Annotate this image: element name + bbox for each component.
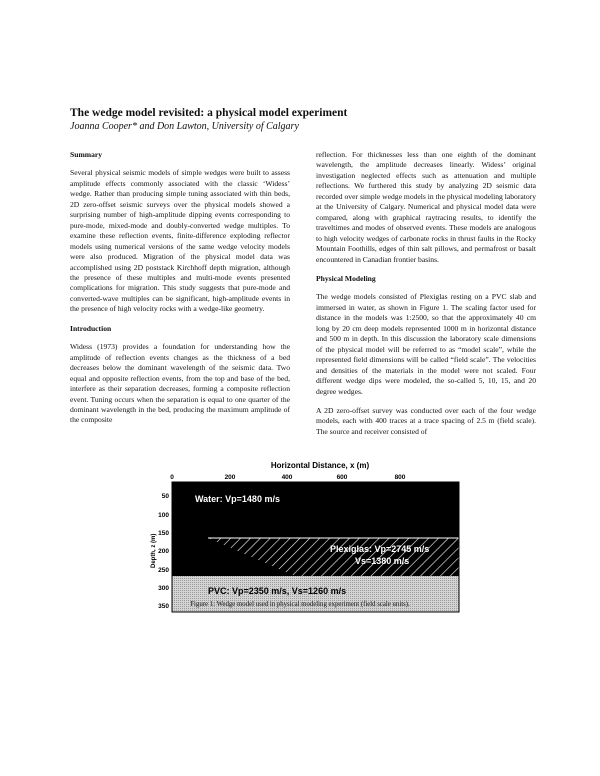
- x-axis-ticks: [170, 474, 406, 481]
- paper-authors: Joanna Cooper* and Don Lawton, University of Calgary: [70, 121, 299, 132]
- plexiglas-label: Plexiglas: Vp=2745 m/s: [330, 544, 430, 554]
- x-tick: 0: [170, 474, 174, 481]
- paragraph: reflection. For thicknesses less than one eighth of the dominant wavelength, the amplitude decreases linearly. Widess’ original investigation neglected effects such as attenuation and multiple reflections. We furthered this study by analyzing 2D seismic data recorded over simple wedge models in the physical modeling laboratory at the University of Calgary. Numerical and physical model data were compared, along with graphical raytracing results, to identify the traveltimes and modes of observed events. These models are analogous to high velocity wedges of carbonate rocks in thrust faults in the Rocky Mountain Foothills, edges of thin salt pillows, and permafrost or basalt encountered in Canadian frontier basins.: [316, 150, 536, 264]
- right-column: [316, 150, 536, 446]
- x-tick: 400: [281, 474, 293, 481]
- paragraph: A 2D zero-offset survey was conducted over each of the four wedge models, each with 400 traces at a trace spacing of 2.5 m (field scale). The source and receiver consisted of: [316, 405, 536, 436]
- paragraph: The wedge models consisted of Plexiglas resting on a PVC slab and immersed in water, as shown in Figure 1. The scaling factor used for distance in the models was 1:2500, so that the approximately 40 cm long by 20 cm deep models represented 1000 m in horizontal distance and 500 m in depth. In this discussion the laboratory scale dimensions of the physical model will be referred to as “model scale”, while the represented field dimensions will be called “field scale”. The velocities and densities of the materials in the model were not scaled. Four different wedge dips were modeled, the so-called 5, 10, 15, and 20 degree wedges.: [316, 292, 536, 396]
- x-tick: 200: [224, 474, 236, 481]
- y-tick: 250: [158, 567, 169, 574]
- water-label: Water: Vp=1480 m/s: [195, 494, 280, 504]
- y-axis-ticks: [158, 493, 169, 610]
- y-tick: 350: [158, 603, 169, 610]
- figure-caption: Figure 1: Wedge model used in physical modeling experiment (field scale units).: [190, 601, 410, 608]
- y-tick: 100: [158, 512, 169, 519]
- pvc-label: PVC: Vp=2350 m/s, Vs=1260 m/s: [208, 586, 347, 596]
- y-tick: 300: [158, 585, 169, 592]
- section-heading: Introduction: [70, 323, 112, 333]
- paragraph: Widess (1973) provides a foundation for understanding how the amplitude of reflection events changes as the thickness of a bed decreases below the dominant wavelength of the seismic data. Two equal and opposite reflection events, from the top and base of the bed, interfere as their separation decreases, forming a composite reflection event. Tuning occurs when the separation is equal to one quarter of the dominant wavelength in the bed, producing the maximum amplitude of the composite: [70, 342, 290, 425]
- left-column: [70, 150, 290, 435]
- plexiglas-shear-label: Vs=1380 m/s: [355, 556, 410, 566]
- section-heading: Physical Modeling: [316, 273, 376, 283]
- y-tick: 200: [158, 548, 169, 555]
- paper-title: The wedge model revisited: a physical model experiment: [70, 107, 348, 119]
- y-tick: 50: [161, 493, 169, 500]
- paragraph: Several physical seismic models of simple wedges were built to assess amplitude effects commonly associated with the classic ‘Widess’ wedge. Rather than producing simple tuning associated with thin beds, 2D zero-offset seismic surveys over the physical models showed a surprising number of high-amplitude dipping events corresponding to pure-mode, mixed-mode and doubly-converted wedge multiples. To examine these reflection events, finite-difference exploding reflector models using numerical versions of the same wedge velocity models were also produced. Migration of the physical model data was accomplished using 2D poststack Kirchhoff depth migration, although the presence of these multiples and multi-mode events presented complications for migration. This study suggests that pure-mode and converted-wave multiples can be significant, high-amplitude events in the presence of high velocity rocks with a wedge-like geometry.: [70, 168, 290, 314]
- y-tick: 150: [158, 530, 169, 537]
- x-tick: 600: [336, 474, 348, 481]
- x-tick: 800: [394, 474, 406, 481]
- y-axis-label: Depth, z (m): [151, 533, 157, 568]
- x-axis-label: Horizontal Distance, x (m): [270, 461, 370, 470]
- section-heading: Summary: [70, 150, 103, 159]
